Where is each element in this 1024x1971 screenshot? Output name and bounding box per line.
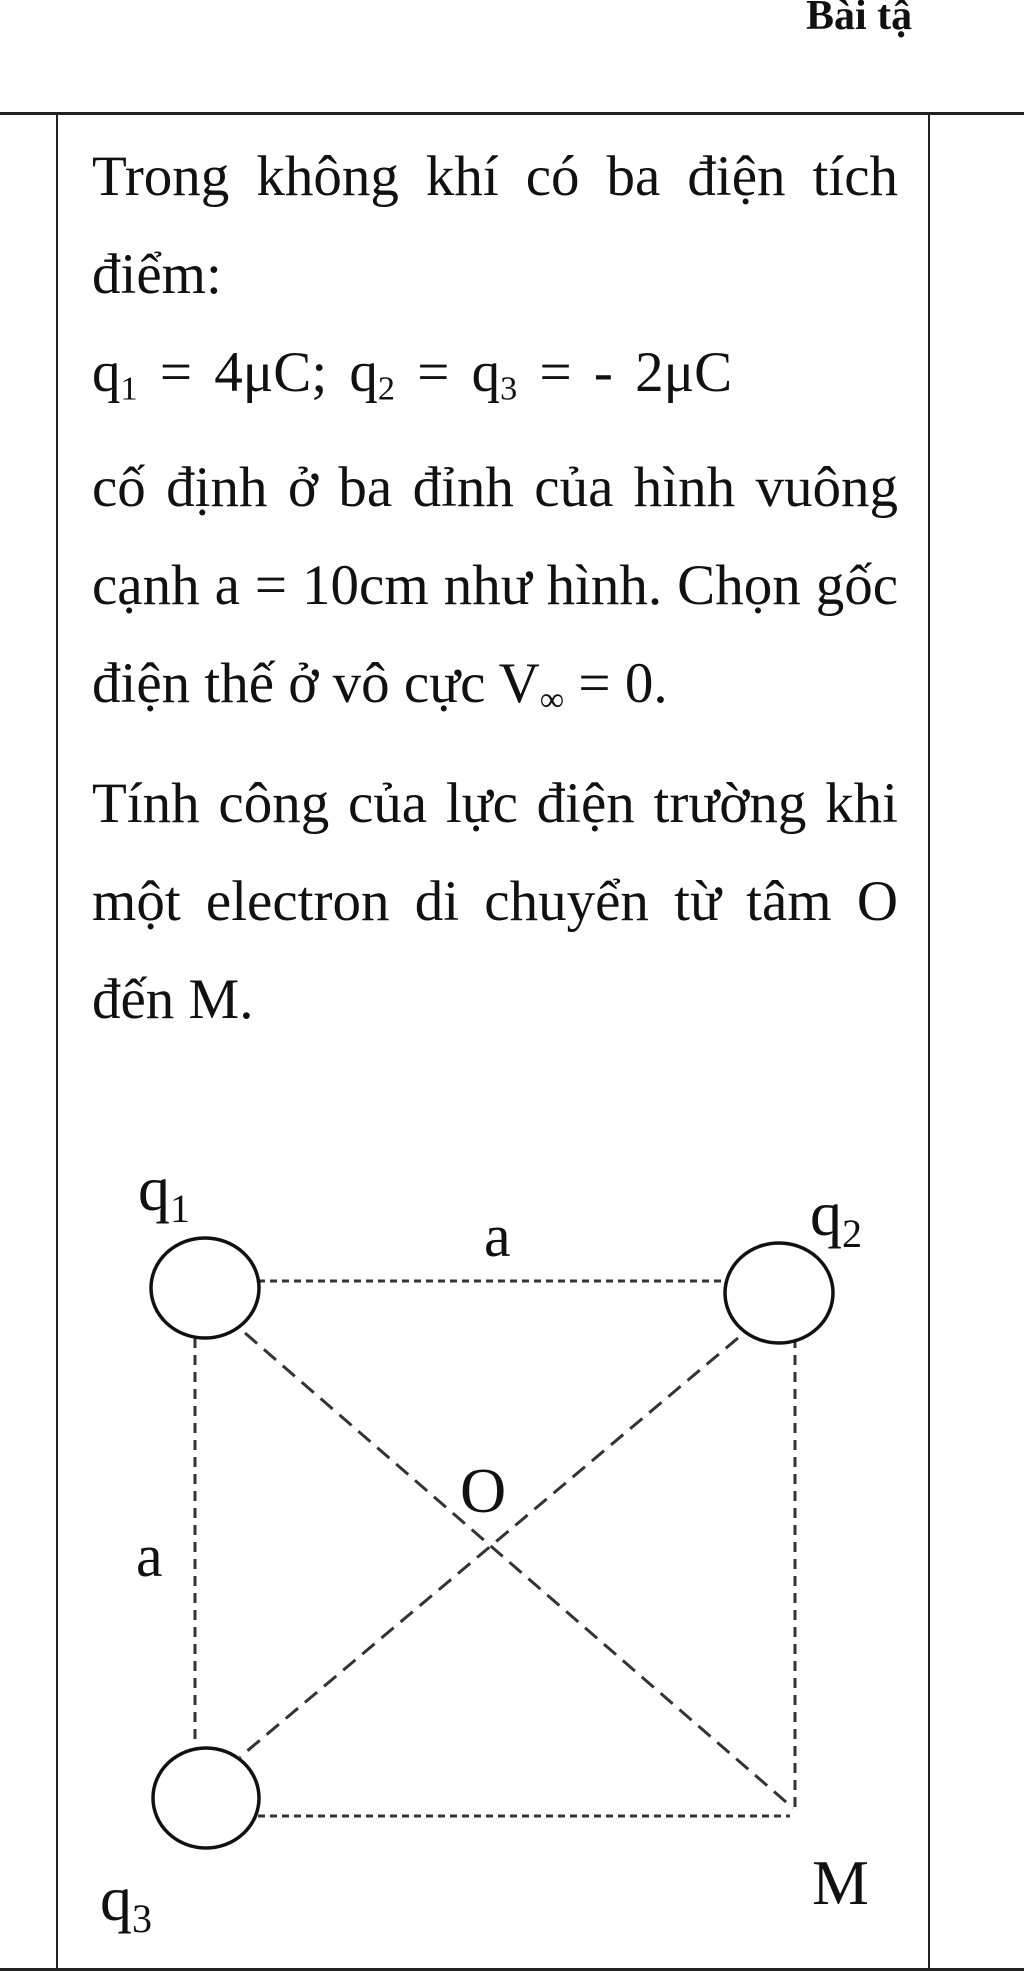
charge-q1-circle [151, 1238, 259, 1338]
infinity-subscript: ∞ [539, 681, 565, 719]
charge-q3-circle [153, 1748, 259, 1848]
potential-value: = 0. [564, 651, 668, 715]
exercise-title: Bài tậ [806, 0, 913, 39]
charge-q2-circle [725, 1243, 833, 1343]
label-q3: q3 [100, 1863, 152, 1941]
diagonal-q1-to-m [245, 1333, 793, 1808]
placement-text: cố định ở ba đỉnh của hình vuông cạnh a = 10cm như hình. Chọn gốc điện thế ở vô cực V [92, 455, 898, 715]
label-center-o: O [460, 1455, 507, 1526]
charges-formula: $q_1 = 4\mu C$; $q_2 = q_3$ = - 2μC [92, 341, 733, 408]
label-q1: q1 [138, 1153, 190, 1231]
intro-text: Trong không khí có ba điện tích điểm: [92, 145, 898, 306]
label-left-side-a: a [136, 1523, 163, 1589]
question-text: Tính công của lực điện trường khi một electron di chuyển từ tâm O đến M. [92, 772, 898, 1032]
label-q2: q2 [810, 1178, 862, 1256]
label-corner-m: M [812, 1847, 869, 1918]
label-top-side-a: a [484, 1203, 511, 1269]
